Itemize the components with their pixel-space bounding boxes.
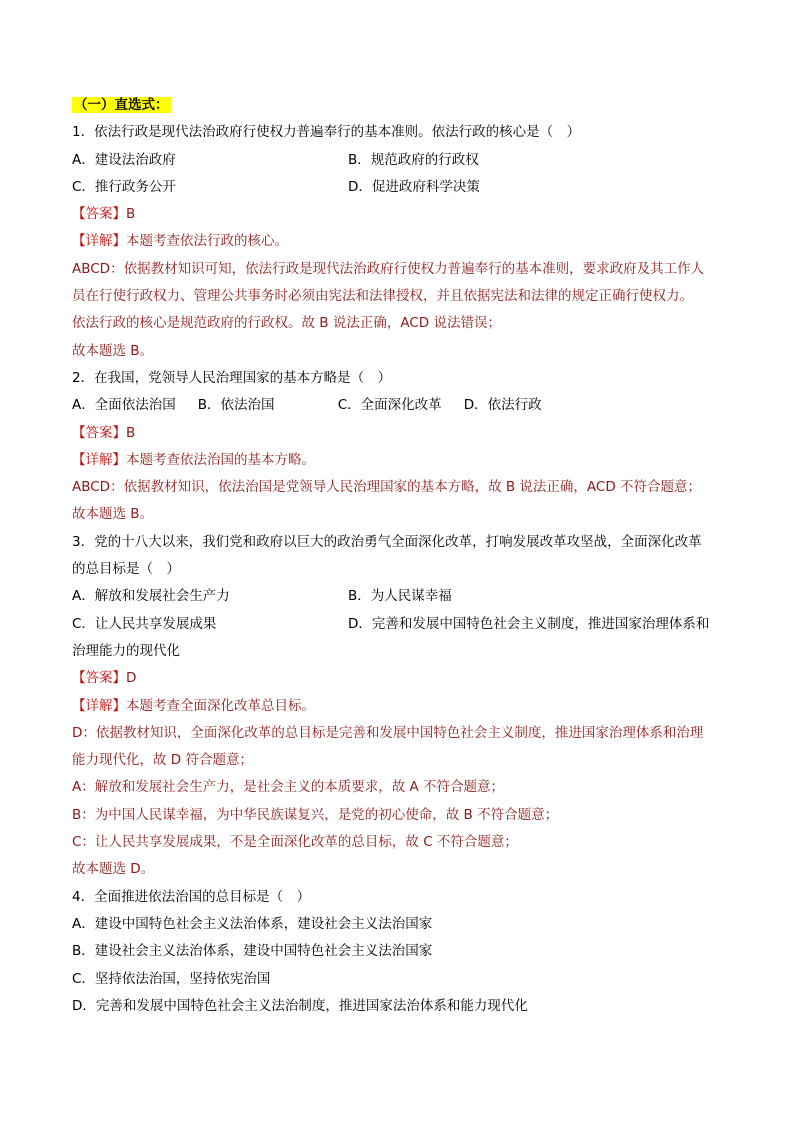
q1-analysis-line-2: 员在行使行政权力、管理公共事务时必须由宪法和法律授权，并且依据宪法和法律的规定正确行使权力。 xyxy=(72,288,693,305)
q4-option-a: A．建设中国特色社会主义法治体系，建设社会主义法治国家 xyxy=(72,915,433,932)
q2-stem: 2．在我国，党领导人民治理国家的基本方略是（ ） xyxy=(72,369,392,386)
q4-stem: 4．全面推进依法治国的总目标是（ ） xyxy=(72,888,311,905)
q2-analysis-line-1: ABCD：依据教材知识，依法治国是党领导人民治理国家的基本方略，故 B 说法正确，ACD 不符合题意； xyxy=(72,479,702,496)
q2-conclusion: 故本题选 B。 xyxy=(72,506,154,523)
q1-option-b: B．规范政府的行政权 xyxy=(348,151,479,168)
q3-answer xyxy=(72,665,732,692)
q2-answer xyxy=(72,420,732,447)
q1-option-d: D．促进政府科学决策 xyxy=(348,178,480,195)
q2-detail xyxy=(72,447,732,474)
q2-option-b: B．依法治国 xyxy=(197,397,275,414)
section-title: （一）直选式： xyxy=(74,97,169,113)
q2-answer-value: B xyxy=(126,424,136,441)
q3-analysis-c: C：让人民共享发展成果，不是全面深化改革的总目标，故 C 不符合题意； xyxy=(72,834,518,851)
q2-answer-tag: 【答案】 xyxy=(72,424,126,441)
document-page xyxy=(72,92,732,1020)
q1-option-c: C．推行政务公开 xyxy=(72,178,176,195)
q3-stem-line-1: 3．党的十八大以来，我们党和政府以巨大的政治勇气全面深化改革，打响发展改革攻坚战，全面深化改革 xyxy=(72,533,702,550)
q3-conclusion: 故本题选 D。 xyxy=(72,861,155,878)
q3-option-d: D．完善和发展中国特色社会主义制度，推进国家治理体系和 xyxy=(348,615,710,632)
q1-options-row-1 xyxy=(72,147,732,174)
q1-detail-tag: 【详解】 xyxy=(72,233,126,250)
q1-answer xyxy=(72,201,732,228)
q2-option-a: A．全面依法治国 xyxy=(72,397,176,414)
section-heading xyxy=(72,92,732,119)
q4-option-d: D．完善和发展中国特色社会主义法治制度，推进国家法治体系和能力现代化 xyxy=(72,997,528,1014)
q1-conclusion: 故本题选 B。 xyxy=(72,342,154,359)
q3-detail-text: 本题考查全面深化改革总目标。 xyxy=(126,697,315,714)
q1-analysis-line-1: ABCD：依据教材知识可知，依法行政是现代法治政府行使权力普遍奉行的基本准则，要求政府及其工作人 xyxy=(72,260,705,277)
q1-option-a: A．建设法治政府 xyxy=(72,151,176,168)
q1-analysis-line-3: 依法行政的核心是规范政府的行政权。故 B 说法正确，ACD 说法错误； xyxy=(72,315,501,332)
q1-detail xyxy=(72,228,732,255)
q3-option-a: A．解放和发展社会生产力 xyxy=(72,588,230,605)
q3-option-c: C．让人民共享发展成果 xyxy=(72,615,217,632)
q3-detail-tag: 【详解】 xyxy=(72,697,126,714)
q1-answer-value: B xyxy=(126,206,136,223)
q1-detail-text: 本题考查依法行政的核心。 xyxy=(126,233,288,250)
q3-options-row-2 xyxy=(72,611,732,638)
q3-detail xyxy=(72,693,732,720)
q3-answer-value: D xyxy=(126,670,137,687)
q3-analysis-b: B：为中国人民谋幸福，为中华民族谋复兴，是党的初心使命，故 B 不符合题意； xyxy=(72,806,559,823)
q3-analysis-a: A：解放和发展社会生产力，是社会主义的本质要求，故 A 不符合题意； xyxy=(72,779,505,796)
q3-analysis-d-line-1: D：依据教材知识，全面深化改革的总目标是完善和发展中国特色社会主义制度，推进国家治理体系和治理 xyxy=(72,724,704,741)
q2-detail-text: 本题考查依法治国的基本方略。 xyxy=(126,451,315,468)
q4-option-c: C．坚持依法治国，坚持依宪治国 xyxy=(72,970,271,987)
q2-option-d: D．依法行政 xyxy=(463,397,542,414)
q3-stem-line-2: 的总目标是（ ） xyxy=(72,561,180,578)
q3-option-d-continued: 治理能力的现代化 xyxy=(72,642,180,659)
q3-answer-tag: 【答案】 xyxy=(72,670,126,687)
q1-stem: 1．依法行政是现代法治政府行使权力普遍奉行的基本准则。依法行政的核心是（ ） xyxy=(72,124,581,141)
q1-options-row-2 xyxy=(72,174,732,201)
q3-option-b: B．为人民谋幸福 xyxy=(348,588,452,605)
q4-option-b: B．建设社会主义法治体系，建设中国特色社会主义法治国家 xyxy=(72,943,433,960)
q2-option-c: C．全面深化改革 xyxy=(337,397,442,414)
q2-options-row xyxy=(72,392,732,419)
q3-analysis-d-line-2: 能力现代化，故 D 符合题意； xyxy=(72,752,253,769)
q2-detail-tag: 【详解】 xyxy=(72,451,126,468)
q1-answer-tag: 【答案】 xyxy=(72,206,126,223)
q3-options-row-1 xyxy=(72,583,732,610)
